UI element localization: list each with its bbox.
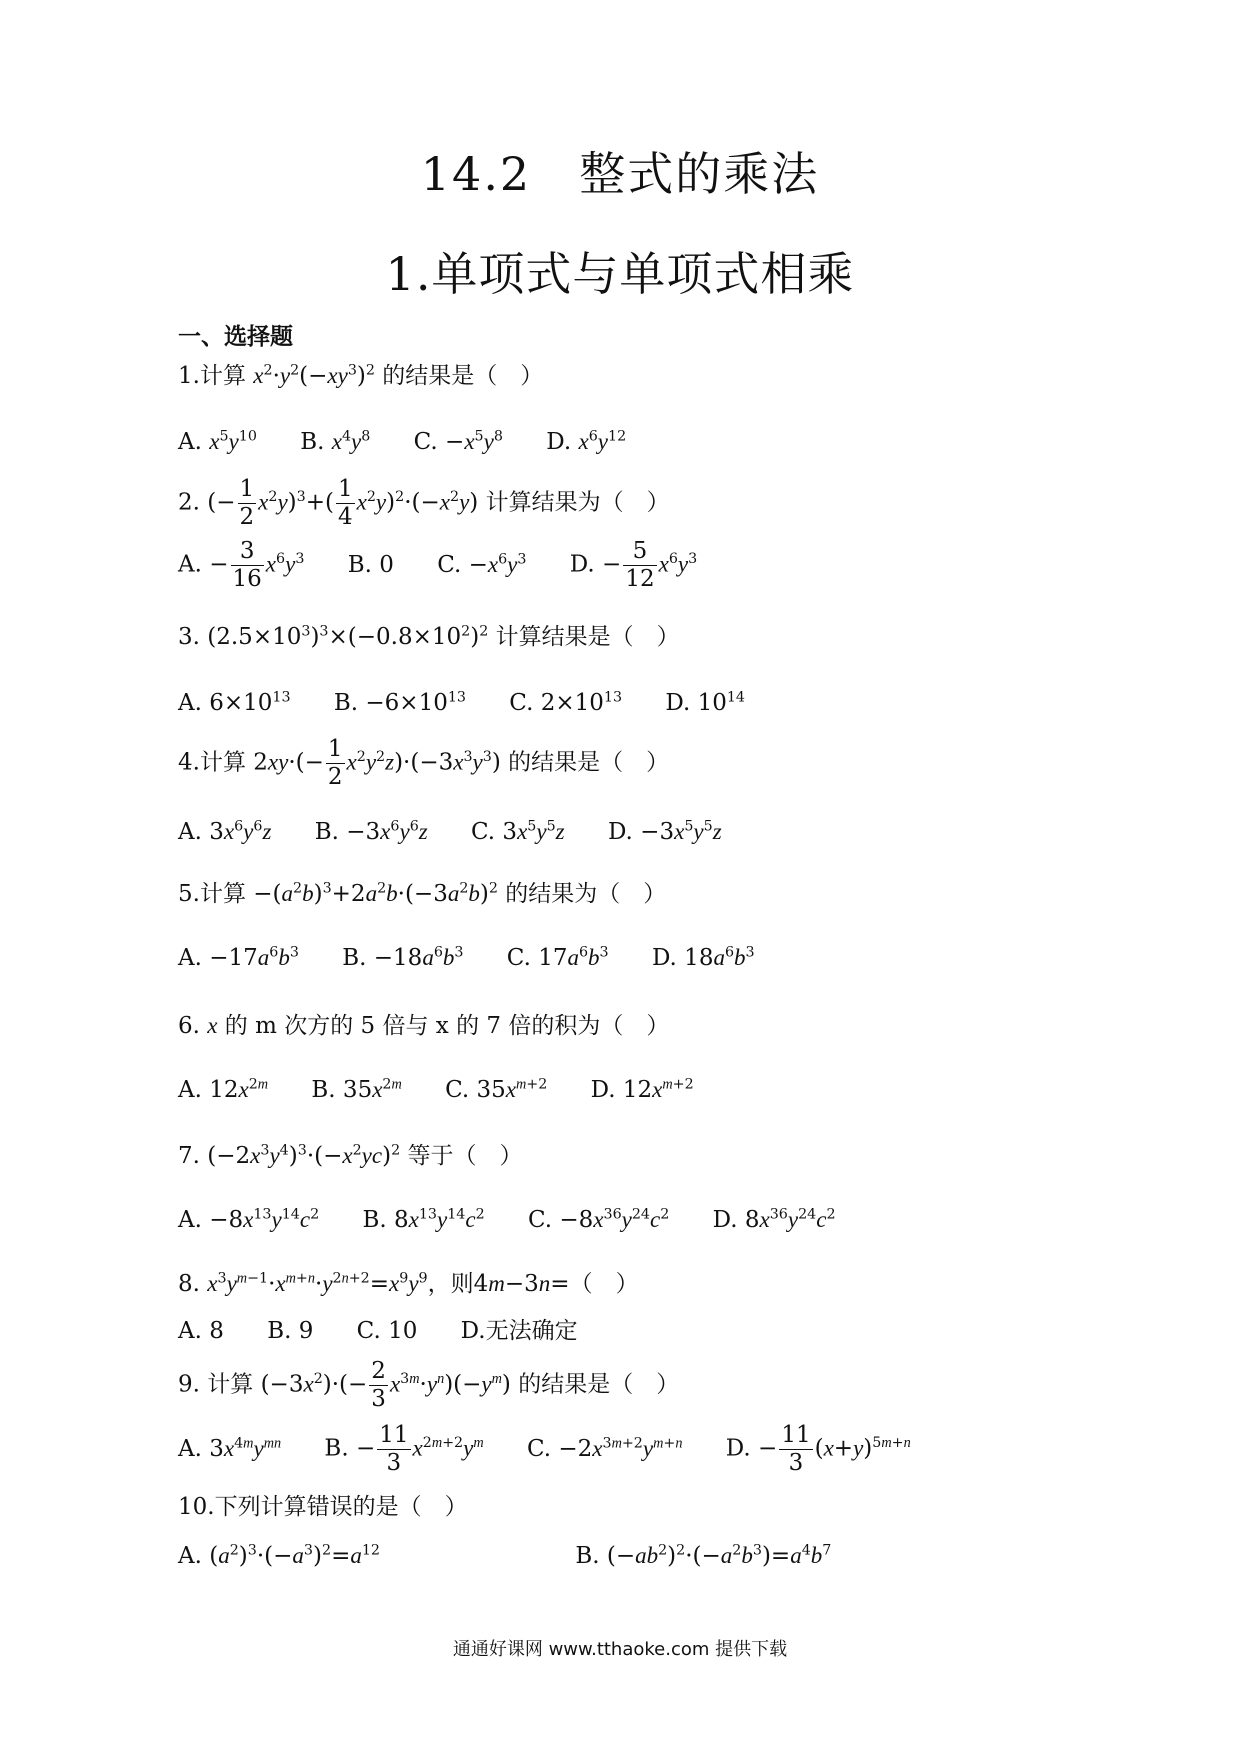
question-5-stem: 5.计算 $-(a^2b)^3+2a^2b\cdot(-3a^2b)^2$ 的结果为（ ） [178,880,667,907]
question-9-options: A. $3x^{4m}y^{mn}$ B. − $\frac{11}{3}$ $x^{2m+2}y^m$ C. $-2x^{3m+2}y^{m+n}$ D. − $\frac{11}{3}$ $(x+y)^{5m+n}$ [178,1422,911,1476]
question-2-stem: 2. (− $\frac{1}{2}$ $x^2y)^3+$( $\frac{1}{4}$ $x^2y)^2\cdot(-x^2y)$ 计算结果为（ ） [178,476,670,530]
question-8-stem: 8. $x^3y^{m-1}\cdot x^{m+n}\cdot y^{2n+2}=x^9y^9$，则4m−3n=（ ） [178,1270,639,1297]
question-2-options: A. − $\frac{3}{16}$ $x^6y^3$ B. 0 C. $-x^6y^3$ D. − $\frac{5}{12}$ $x^6y^3$ [178,538,698,592]
question-5-options: A. $-17a^6b^3$ B. $-18a^6b^3$ C. $17a^6b^3$ D. $18a^6b^3$ [178,944,755,971]
question-10-options: A. $(a^2)^3\cdot(-a^3)^2=a^{12}$ B. $(-ab^2)^2\cdot(-a^2b^3)=a^4b^7$ [178,1542,832,1569]
page-subtitle: 1.单项式与单项式相乘 [385,247,855,301]
question-7-options: A. $-8x^{13}y^{14}c^2$ B. $8x^{13}y^{14}c^2$ C. $-8x^{36}y^{24}c^2$ D. $8x^{36}y^{24}c^2$ [178,1206,836,1233]
question-4-options: A. $3x^6y^6z$ B. $-3x^6y^6z$ C. $3x^5y^5z$ D. $-3x^5y^5z$ [178,818,722,845]
question-8-options: A. 8 B. 9 C. 10 D.无法确定 [178,1318,578,1344]
page-title: 14.2 整式的乘法 [420,147,820,201]
question-6-options: A. $12x^{2m}$ B. $35x^{2m}$ C. $35x^{m+2}$ D. $12x^{m+2}$ [178,1076,694,1103]
section-heading: 一、选择题 [178,324,293,350]
question-3-stem: 3. $(2.5\times 10^3)^3\times(-0.8\times 10^2)^2$ 计算结果是（ ） [178,623,680,650]
question-1-options: A. $x^5y^{10}$ B. $x^4y^8$ C. $-x^5y^8$ D. $x^6y^{12}$ [178,428,627,455]
footer-credit: 通通好课网 www.tthaoke.com 提供下载 [452,1639,788,1660]
question-3-options: A. $6\times 10^{13}$ B. $-6\times 10^{13}$ C. $2\times 10^{13}$ D. $10^{14}$ [178,689,745,716]
question-7-stem: 7. $(-2x^3y^4)^3\cdot(-x^2yc)^2$ 等于（ ） [178,1142,523,1169]
question-6-stem: 6. x 的 m 次方的 5 倍与 x 的 7 倍的积为（ ） [178,1013,670,1039]
question-1-stem: 1.计算 $x^2\cdot y^2(-xy^3)^2$ 的结果是（ ） [178,362,544,389]
question-4-stem: 4.计算 2xy·(− $\frac{1}{2}$ $x^2y^2z)\cdot(-3x^3y^3)$ 的结果是（ ） [178,736,670,790]
question-9-stem: 9. 计算 $(-3x^2)\cdot(-$ $\frac{2}{3}$ $x^{3m}\cdot y^n)(-y^m)$ 的结果是（ ） [178,1358,680,1412]
question-10-stem: 10.下列计算错误的是（ ） [178,1494,468,1520]
